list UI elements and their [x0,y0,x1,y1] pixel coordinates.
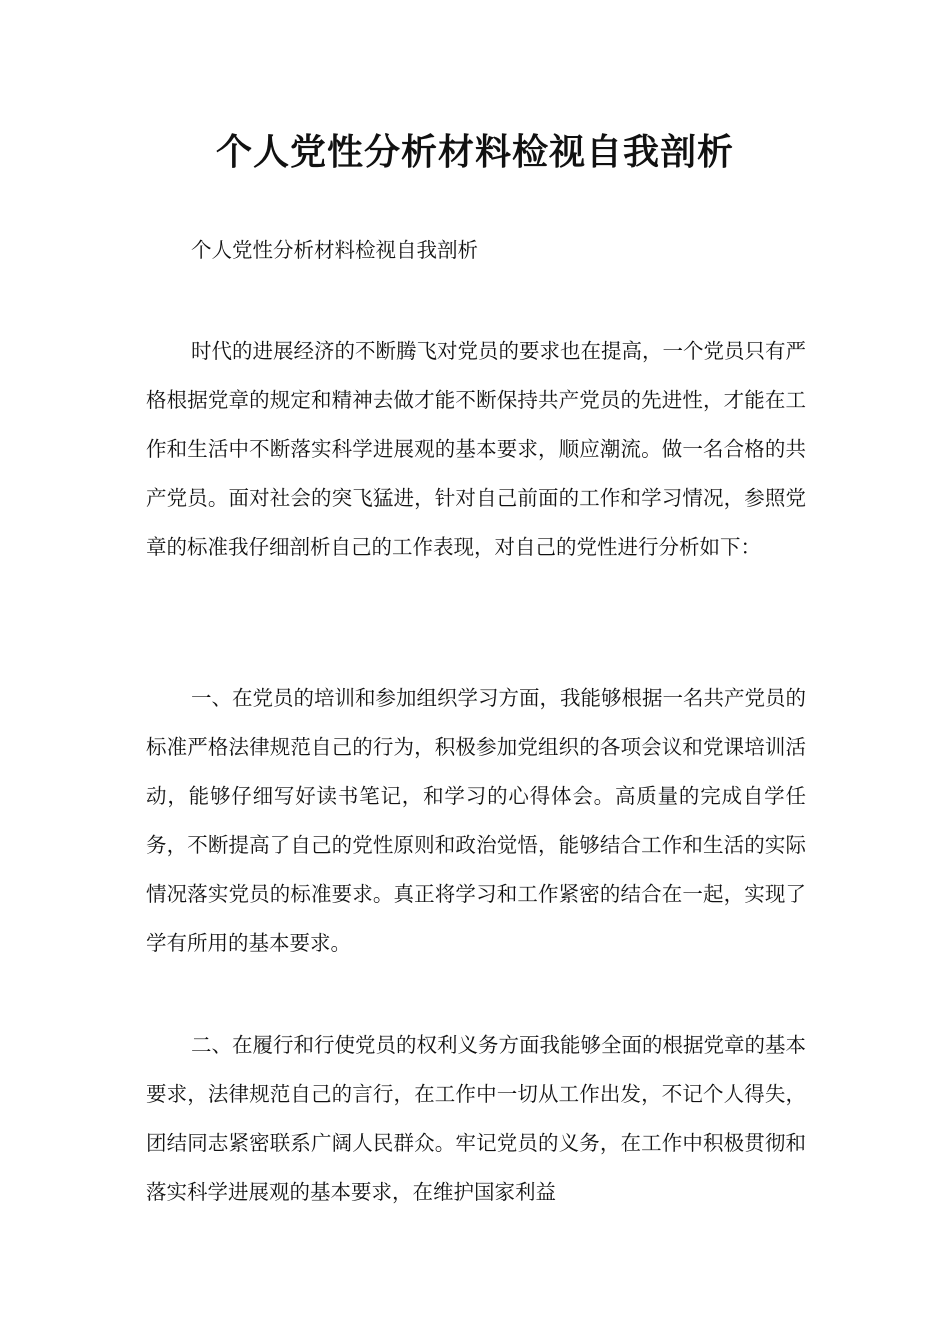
document-title: 个人党性分析材料检视自我剖析 [215,131,734,173]
paragraph-section-one: 一、在党员的培训和参加组织学习方面，我能够根据一名共产党员的标准严格法律规范自己的行为，积极参加党组织的各项会议和党课培训活动，能够仔细写好读书笔记，和学习的心得体会。高质量的完成自学任务，不断提高了自己的党性原则和政治觉悟，能够结合工作和生活的实际情况落实党员的标准要求。真正将学习和工作紧密的结合在一起，实现了学有所用的基本要求。 [146,686,806,955]
document-subtitle: 个人党性分析材料检视自我剖析 [191,238,478,262]
paragraph-intro: 时代的进展经济的不断腾飞对党员的要求也在提高，一个党员只有严格根据党章的规定和精神去做才能不断保持共产党员的先进性，才能在工作和生活中不断落实科学进展观的基本要求，顺应潮流。做一名合格的共产党员。面对社会的突飞猛进，针对自己前面的工作和学习情况，参照党章的标准我仔细剖析自己的工作表现，对自己的党性进行分析如下： [146,339,806,559]
paragraph-section-two: 二、在履行和行使党员的权利义务方面我能够全面的根据党章的基本要求，法律规范自己的言行，在工作中一切从工作出发，不记个人得失，团结同志紧密联系广阔人民群众。牢记党员的义务，在工作中积极贯彻和落实科学进展观的基本要求，在维护国家利益 [146,1033,806,1204]
